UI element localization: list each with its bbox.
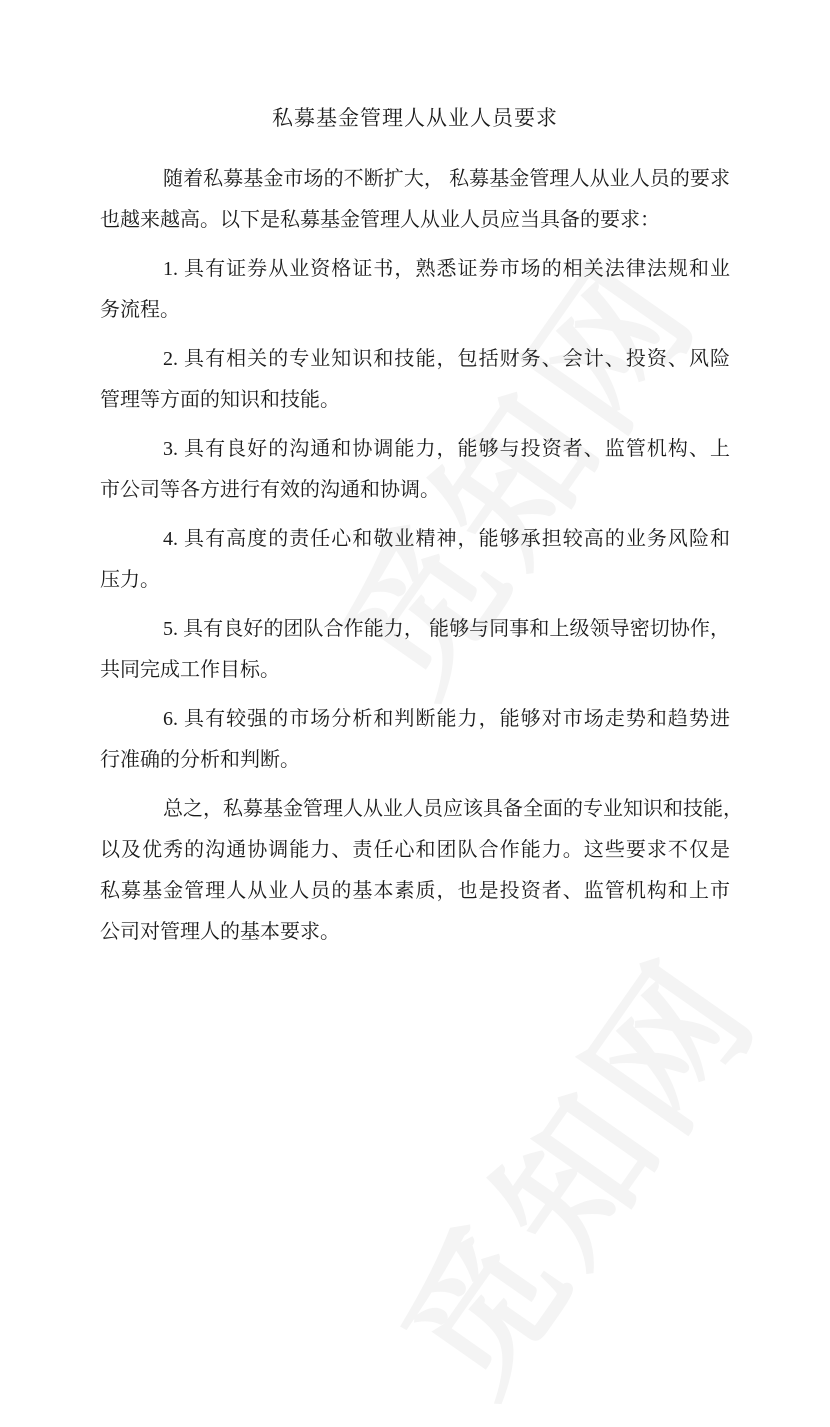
paragraph-line: 6. 具有较强的市场分析和判断能力，能够对市场走势和趋势进 xyxy=(163,708,730,730)
paragraph-line: 以及优秀的沟通协调能力、责任心和团队合作能力。这些要求不仅是 xyxy=(100,839,730,861)
paragraph xyxy=(100,163,730,245)
paragraph-line: 共同完成工作目标。 xyxy=(100,659,280,681)
paragraph-line: 也越来越高。以下是私募基金管理人从业人员应当具备的要求： xyxy=(100,209,660,231)
paragraph-line: 务流程。 xyxy=(100,299,180,321)
paragraph-line: 压力。 xyxy=(100,569,160,591)
paragraph-line: 5. 具有良好的团队合作能力， 能够与同事和上级领导密切协作， xyxy=(163,618,730,640)
document-title: 私募基金管理人从业人员要求 xyxy=(272,106,558,130)
paragraph-line: 私募基金管理人从业人员的基本素质，也是投资者、监管机构和上市 xyxy=(100,880,730,902)
paragraph-line: 行准确的分析和判断。 xyxy=(100,749,300,771)
paragraph xyxy=(100,793,743,957)
paragraph xyxy=(100,433,730,515)
paragraph-line: 管理等方面的知识和技能。 xyxy=(100,389,340,411)
paragraph-line: 公司对管理人的基本要求。 xyxy=(100,921,340,943)
watermark xyxy=(344,909,796,1426)
paragraph-line: 1. 具有证券从业资格证书，熟悉证券市场的相关法律法规和业 xyxy=(163,258,730,280)
paragraph xyxy=(100,613,730,695)
paragraph-line: 4. 具有高度的责任心和敬业精神，能够承担较高的业务风险和 xyxy=(163,528,730,550)
paragraph-line: 总之，私募基金管理人从业人员应该具备全面的专业知识和技能， xyxy=(163,798,743,820)
paragraph xyxy=(100,253,730,335)
paragraph-line: 2. 具有相关的专业知识和技能，包括财务、会计、投资、风险 xyxy=(163,348,730,370)
paragraph xyxy=(100,703,730,785)
paragraph xyxy=(100,523,730,605)
paragraph-line: 市公司等各方进行有效的沟通和协调。 xyxy=(100,479,440,501)
document-body xyxy=(100,163,743,965)
paragraph xyxy=(100,343,730,425)
paragraph-line: 3. 具有良好的沟通和协调能力，能够与投资者、监管机构、上 xyxy=(163,438,730,460)
paragraph-line: 随着私募基金市场的不断扩大， 私募基金管理人从业人员的要求 xyxy=(163,168,730,190)
